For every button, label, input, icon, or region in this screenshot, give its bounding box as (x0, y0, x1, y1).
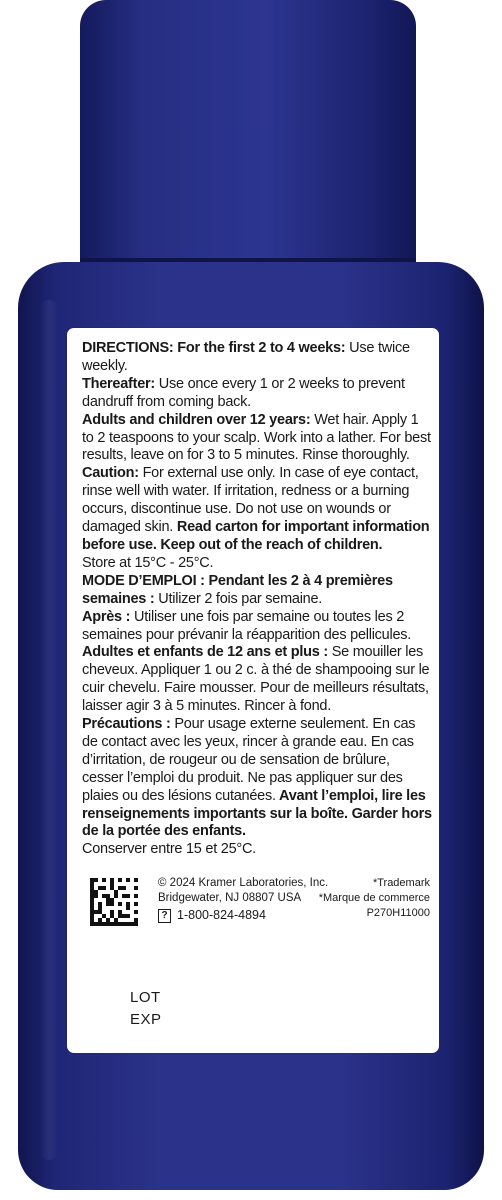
trademark-text: *Trademark (372, 877, 430, 889)
adults-heading: Adults and children over 12 years: (82, 411, 311, 428)
exp-label: EXP (130, 1011, 162, 1028)
bottle-cap (80, 0, 416, 262)
bottle-highlight (40, 300, 58, 1160)
precautions-heading: Précautions : (82, 716, 171, 733)
help-line (158, 908, 328, 923)
caution-heading: Caution: (82, 465, 139, 482)
caution-text: For external use only. In case of eye contact, rinse well with water. If irritation, redness or a burning occurs, discontinue use. Do not use on wounds or damaged skin. (82, 465, 419, 536)
precautions-paragraph (82, 716, 432, 841)
adults-text: Wet hair. Apply 1 to 2 teaspoons to your scalp. Work into a lather. For best results, leave on for 3 to 5 minutes. Rinse thoroughly. (82, 411, 431, 464)
precautions-warning: Avant l’emploi, lire les renseignements importants sur la boîte. Garder hors de la portée des enfants. (82, 787, 432, 840)
company-info (158, 876, 328, 923)
adults-paragraph (82, 412, 432, 466)
apres-text: Utiliser une fois par semaine ou toutes les 2 semaines pour prévanir la réapparition des pellicules. (82, 608, 412, 643)
marque-text: *Marque de commerce (318, 892, 430, 904)
conserver-text: Conserver entre 15 et 25°C. (82, 841, 256, 858)
adultes-paragraph (82, 644, 432, 716)
address-text: Bridgewater, NJ 08807 USA (158, 892, 302, 904)
lot-exp-block (130, 987, 162, 1031)
apres-paragraph (82, 609, 432, 645)
thereafter-text: Use once every 1 or 2 weeks to prevent dandruff from coming back. (82, 375, 405, 410)
lot-label: LOT (130, 989, 161, 1006)
thereafter-paragraph (82, 376, 432, 412)
adultes-text: Se mouiller les cheveux. Appliquer 1 ou 2 c. à thé de shampooing sur le cuir chevelu. Faire mousser. Pour de meilleurs résultats, laisser agir 3 à 5 minutes. Rincer à fond. (82, 644, 430, 715)
datamatrix-barcode (90, 878, 138, 926)
storage-text: Store at 15°C - 25°C. (82, 554, 214, 571)
product-code: P270H11000 (366, 907, 430, 919)
caution-paragraph (82, 465, 432, 555)
directions-heading: DIRECTIONS: For the first 2 to 4 weeks: (82, 340, 346, 356)
directions-text: Use twice weekly. (82, 340, 410, 374)
thereafter-heading: Thereafter: (82, 375, 155, 392)
mode-text: Utilizer 2 fois par semaine. (154, 590, 323, 607)
apres-heading: Après : (82, 608, 131, 625)
caution-warning: Read carton for important information before use. Keep out of the reach of children. (82, 519, 430, 553)
question-box-icon: ? (158, 909, 171, 923)
phone-number: 1-800-824-4894 (177, 908, 266, 922)
precautions-text: Pour usage externe seulement. En cas de contact avec les yeux, rincer à grande eau. En cas d’irritation, de rougeur ou de sensation de brûlure, cesser l’emploi du produit. Ne pas appliquer sur des plaies ou des lésions cutanées. (82, 716, 416, 804)
directions-paragraph (82, 340, 432, 376)
mode-heading: MODE D’EMPLOI : Pendant les 2 à 4 premières semaines : (82, 572, 393, 607)
label-text (82, 340, 432, 859)
adultes-heading: Adultes et enfants de 12 ans et plus : (82, 644, 328, 661)
mode-paragraph (82, 573, 432, 609)
copyright-text: © 2024 Kramer Laboratories, Inc. (158, 877, 329, 889)
trademark-info (319, 876, 430, 921)
